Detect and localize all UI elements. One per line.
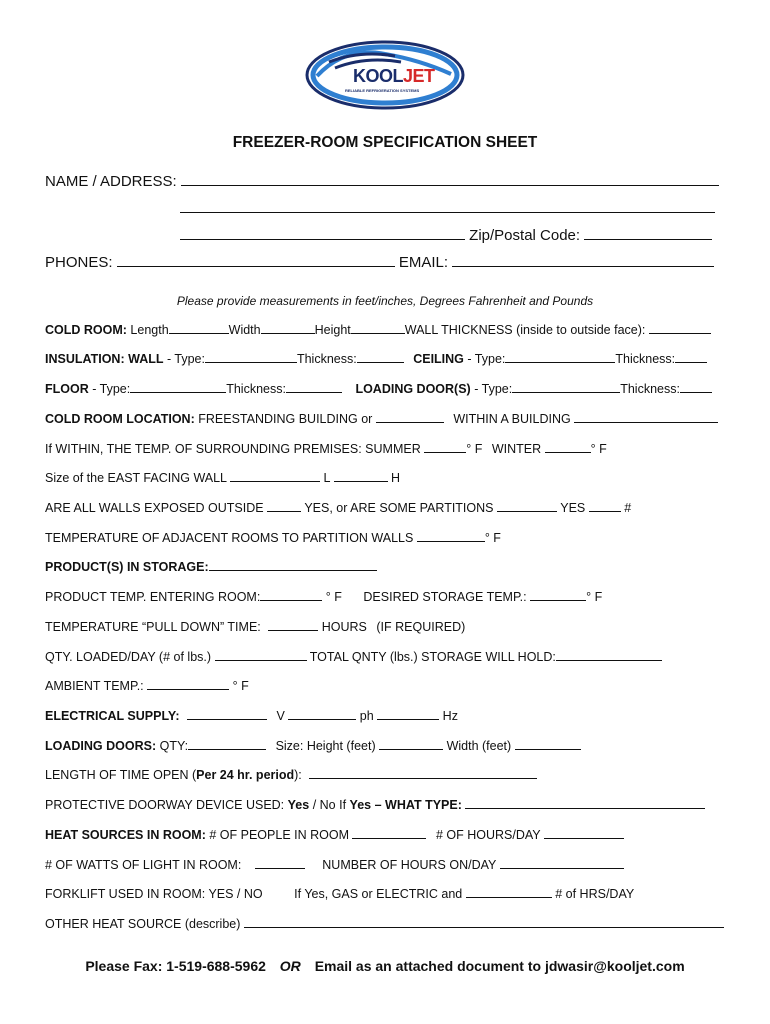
volts-label: V: [276, 709, 285, 723]
footer-or: OR: [279, 958, 301, 974]
exposed-walls-label: ARE ALL WALLS EXPOSED OUTSIDE: [45, 501, 264, 515]
forklift-hrs-label: # of HRS/DAY: [555, 887, 635, 901]
within-building-label: WITHIN A BUILDING: [453, 412, 571, 426]
hours-on-field[interactable]: [500, 856, 624, 869]
floor-label: FLOOR: [45, 382, 89, 396]
ceiling-thickness-field[interactable]: [675, 350, 707, 363]
floor-type-field[interactable]: [130, 380, 226, 393]
partitions-label: YES, or ARE SOME PARTITIONS: [304, 501, 494, 515]
ceiling-thickness-label: Thickness:: [615, 352, 676, 366]
pull-down-row: [45, 618, 465, 634]
zip-field[interactable]: [584, 225, 712, 240]
time-open-row: [45, 766, 537, 782]
winter-deg-label: ° F: [590, 442, 607, 456]
measurement-note: Please provide measurements in feet/inches, Degrees Fahrenheit and Pounds: [176, 294, 594, 308]
insulation-wall-label: INSULATION: WALL: [45, 352, 164, 366]
east-wall-h-label: H: [391, 471, 401, 485]
watts-field[interactable]: [255, 856, 305, 869]
loading-door-type-label: - Type:: [474, 382, 513, 396]
name-address-row: [45, 171, 719, 190]
loading-door-thickness-field[interactable]: [680, 380, 712, 393]
pull-down-hours-label: HOURS: [321, 620, 367, 634]
qty-row: [45, 648, 662, 664]
loading-door-thickness-label: Thickness:: [620, 382, 680, 396]
pull-down-label: TEMPERATURE “PULL DOWN” TIME:: [45, 620, 261, 634]
time-open-field[interactable]: [309, 766, 537, 779]
location-label: COLD ROOM LOCATION:: [45, 412, 195, 426]
email-label: EMAIL:: [398, 254, 449, 271]
loading-doors-label: LOADING DOORS:: [45, 739, 157, 753]
ambient-row: [45, 677, 249, 693]
people-field[interactable]: [352, 826, 426, 839]
insulation-type-label: - Type:: [166, 352, 205, 366]
cold-room-label: COLD ROOM:: [45, 323, 127, 337]
doorway-type-field[interactable]: [465, 796, 705, 809]
east-wall-l-field[interactable]: [230, 469, 320, 482]
floor-row: [45, 380, 712, 396]
electrical-row: [45, 707, 458, 723]
watts-row: [45, 856, 624, 872]
products-row: [45, 558, 377, 574]
product-temp-field[interactable]: [260, 588, 322, 601]
floor-thickness-field[interactable]: [286, 380, 342, 393]
floor-thickness-label: Thickness:: [226, 382, 286, 396]
pull-down-field[interactable]: [268, 618, 318, 631]
phones-label: PHONES:: [45, 254, 113, 271]
footer: [0, 958, 770, 974]
surrounding-summer-label: If WITHIN, THE TEMP. OF SURROUNDING PREMISES: SUMMER: [45, 442, 421, 456]
other-heat-row: [45, 915, 724, 931]
within-building-field[interactable]: [574, 410, 718, 423]
phase-field[interactable]: [377, 707, 439, 720]
email-instruction: Email as an attached document to jdwasir@kooljet.com: [314, 958, 685, 974]
height-label: Height: [314, 323, 351, 337]
floor-type-label: - Type:: [92, 382, 131, 396]
qty-loaded-label: QTY. LOADED/DAY (# of lbs.): [45, 650, 212, 664]
hz-label: Hz: [442, 709, 458, 723]
fax-text: Please Fax: 1-519-688-5962: [85, 958, 266, 974]
surrounding-temp-row: [45, 440, 607, 456]
product-temp-deg-label: ° F: [325, 590, 342, 604]
products-field[interactable]: [209, 558, 377, 571]
desired-temp-field[interactable]: [530, 588, 586, 601]
width-field[interactable]: [261, 321, 315, 334]
phones-row: [45, 252, 714, 271]
doorway-yes: Yes: [287, 798, 310, 812]
other-heat-field[interactable]: [244, 915, 724, 928]
doorway-dash: –: [374, 798, 382, 812]
freestanding-field[interactable]: [376, 410, 444, 423]
email-field[interactable]: [452, 252, 714, 267]
summer-temp-field[interactable]: [424, 440, 466, 453]
phase-label: ph: [359, 709, 374, 723]
people-hours-label: # OF HOURS/DAY: [435, 828, 541, 842]
forklift-if-yes-label: If Yes, GAS or ELECTRIC and: [294, 887, 463, 901]
adjacent-rooms-label: TEMPERATURE OF ADJACENT ROOMS TO PARTITION WALLS: [45, 531, 414, 545]
doorway-if: If: [339, 798, 347, 812]
freestanding-label: FREESTANDING BUILDING or: [198, 412, 373, 426]
heat-sources-row: [45, 826, 624, 842]
forklift-type-field[interactable]: [466, 885, 552, 898]
hours-on-label: NUMBER OF HOURS ON/DAY: [322, 858, 497, 872]
adjacent-deg-label: ° F: [484, 531, 501, 545]
people-hours-field[interactable]: [544, 826, 624, 839]
total-qnty-label: TOTAL QNTY (lbs.) STORAGE WILL HOLD:: [309, 650, 556, 664]
partitions-hash-label: #: [624, 501, 632, 515]
adjacent-rooms-row: [45, 529, 501, 545]
door-width-field[interactable]: [515, 737, 581, 750]
product-temp-label: PRODUCT TEMP. ENTERING ROOM:: [45, 590, 261, 604]
door-height-field[interactable]: [379, 737, 443, 750]
pull-down-required-label: (IF REQUIRED): [376, 620, 466, 634]
winter-temp-field[interactable]: [545, 440, 591, 453]
ambient-field[interactable]: [147, 677, 229, 690]
kooljet-logo: [305, 40, 465, 110]
electrical-supply-field[interactable]: [187, 707, 267, 720]
insulation-thickness-label: Thickness:: [296, 352, 357, 366]
doorway-device-row: [45, 796, 705, 812]
time-open-suffix: ):: [294, 768, 302, 782]
length-field[interactable]: [169, 321, 229, 334]
east-wall-h-field[interactable]: [334, 469, 388, 482]
products-label: PRODUCT(S) IN STORAGE:: [45, 560, 209, 574]
address-field-3[interactable]: [180, 225, 465, 240]
cold-room-row: [45, 321, 711, 337]
product-temp-row: [45, 588, 602, 604]
location-row: [45, 410, 718, 426]
width-label: Width: [228, 323, 261, 337]
length-label: Length: [130, 323, 169, 337]
loading-doors-qty-label: QTY:: [159, 739, 189, 753]
wall-thickness-field[interactable]: [649, 321, 711, 334]
name-address-label: NAME / ADDRESS:: [45, 173, 177, 190]
other-heat-label: OTHER HEAT SOURCE (describe): [45, 917, 241, 931]
logo-brand: KOOLJET: [353, 66, 435, 86]
insulation-row: [45, 350, 707, 366]
height-field[interactable]: [351, 321, 405, 334]
partitions-yes-label: YES: [560, 501, 586, 515]
name-address-field[interactable]: [181, 171, 719, 186]
ambient-label: AMBIENT TEMP.:: [45, 679, 144, 693]
ceiling-type-field[interactable]: [505, 350, 615, 363]
loading-doors-qty-field[interactable]: [188, 737, 266, 750]
qty-loaded-field[interactable]: [215, 648, 307, 661]
partitions-field[interactable]: [497, 499, 557, 512]
desired-temp-label: DESIRED STORAGE TEMP.:: [363, 590, 527, 604]
doorway-device-label: PROTECTIVE DOORWAY DEVICE USED:: [45, 798, 285, 812]
people-label: # OF PEOPLE IN ROOM: [209, 828, 349, 842]
winter-label: WINTER: [491, 442, 542, 456]
summer-deg-label: ° F: [466, 442, 483, 456]
east-wall-l-label: L: [323, 471, 331, 485]
forklift-row: [45, 885, 634, 901]
exposed-yes-field[interactable]: [267, 499, 301, 512]
page-title: FREEZER-ROOM SPECIFICATION SHEET: [232, 134, 538, 151]
door-width-label: Width (feet): [446, 739, 512, 753]
doorway-what-type-label: WHAT TYPE:: [385, 798, 462, 812]
east-wall-label: Size of the EAST FACING WALL: [45, 471, 227, 485]
wall-thickness-label: WALL THICKNESS (inside to outside face):: [404, 323, 646, 337]
doorway-if-yes: Yes: [349, 798, 372, 812]
watts-label: # OF WATTS OF LIGHT IN ROOM:: [45, 858, 242, 872]
desired-temp-deg-label: ° F: [586, 590, 603, 604]
loading-doors-type-label: LOADING DOOR(S): [355, 382, 471, 396]
door-height-label: Size: Height (feet): [275, 739, 376, 753]
phones-field[interactable]: [117, 252, 395, 267]
adjacent-temp-field[interactable]: [417, 529, 485, 542]
zip-row: [180, 225, 712, 244]
partitions-count-field[interactable]: [589, 499, 621, 512]
loading-door-type-field[interactable]: [512, 380, 620, 393]
total-qnty-field[interactable]: [556, 648, 662, 661]
time-open-period: Per 24 hr. period: [196, 768, 295, 782]
forklift-label: FORKLIFT USED IN ROOM: YES / NO: [45, 887, 263, 901]
ambient-deg-label: ° F: [232, 679, 249, 693]
ceiling-label: CEILING: [413, 352, 464, 366]
doorway-no: / No: [309, 798, 336, 812]
address-field-2[interactable]: [180, 198, 715, 213]
east-wall-row: [45, 469, 400, 485]
time-open-prefix: LENGTH OF TIME OPEN (: [45, 768, 197, 782]
heat-sources-label: HEAT SOURCES IN ROOM:: [45, 828, 206, 842]
ceiling-type-label: - Type:: [467, 352, 506, 366]
volts-field[interactable]: [288, 707, 356, 720]
insulation-thickness-field[interactable]: [357, 350, 404, 363]
electrical-label: ELECTRICAL SUPPLY:: [45, 709, 180, 723]
loading-doors-row: [45, 737, 581, 753]
exposed-walls-row: [45, 499, 631, 515]
logo-tagline: RELIABLE REFRIGERATION SYSTEMS: [345, 88, 420, 93]
address-line-2: [180, 198, 715, 217]
insulation-type-field[interactable]: [205, 350, 297, 363]
zip-label: Zip/Postal Code:: [469, 227, 581, 244]
